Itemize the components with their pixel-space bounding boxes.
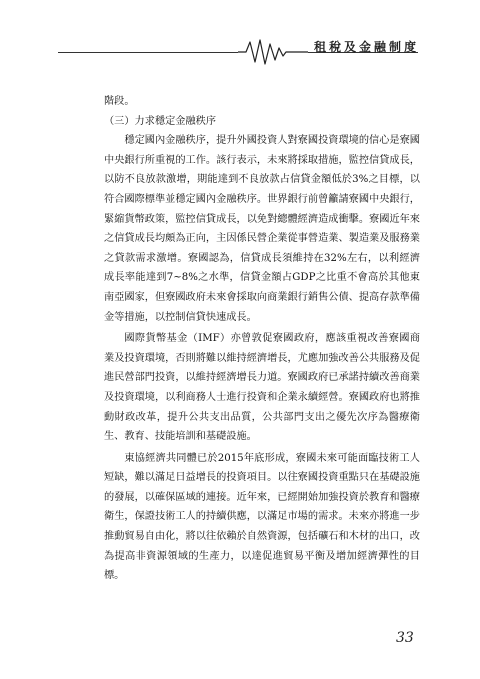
page-body [104, 92, 420, 586]
pulse-line-icon [238, 36, 308, 66]
section-heading: （三）力求穩定金融秩序 [104, 115, 217, 127]
carryover-text: 階段。 [104, 96, 135, 107]
paragraph-3: 東協經濟共同體已於2015年底形成，寮國未來可能面臨技術工人短缺，難以滿足日益增長的投資項目。以往寮國投資重點只在基礎設施的發展，以確保區域的連接。近年來，已經開始加強投資於教育和醫療衛生，保證技術工人的持續供應，以滿足市場的需求。未來亦將進一步推動貿易自由化，將以往依賴於自然資源，包括礦石和木材的出口，改為提高非資源領域的生產力，以達促進貿易平衡及增加經濟彈性的目標。 [104, 452, 420, 582]
running-header [0, 0, 480, 70]
paragraph-2: 國際貨幣基金（IMF）亦曾敦促寮國政府，應該重視改善寮國商業及投資環境，否則將難以維持經濟增長，尤應加強改善公共服務及促進民營部門投資，以維持經濟增長力道。寮國政府已承諾持續改善商業及投資環境，以利商務人士進行投資和企業永續經營。寮國政府也將推動財政改革，提升公共支出品質，公共部門支出之優先次序為醫療衛生、教育、技能培訓和基礎設施。 [104, 333, 420, 443]
page-number: 33 [396, 630, 414, 646]
header-title: 租稅及金融制度 [314, 40, 420, 54]
paragraph-1: 穩定國內金融秩序，提升外國投資人對寮國投資環境的信心是寮國中央銀行所重視的工作。該行表示，未來將採取措施，監控信貸成長，以防不良放款激增，期能達到不良放款占信貸金額低於3%之目標，以符合國際標準並穩定國內金融秩序。世界銀行前曾籲請寮國中央銀行，緊縮貨幣政策，監控信貸成長，以免對總體經濟造成衝擊。寮國近年來之信貸成長均頗為正向，主因係民營企業從事營造業、製造業及服務業之貸款需求激增。寮國認為，信貸成長須維持在32%左右，以利經濟成長率能達到7~8%之水準，信貸金額占GDP之比重不會高於其他東南亞國家，但寮國政府未來會採取向商業銀行銷售公債、提高存款準備金等措施，以控制信貸快速成長。 [104, 135, 420, 323]
